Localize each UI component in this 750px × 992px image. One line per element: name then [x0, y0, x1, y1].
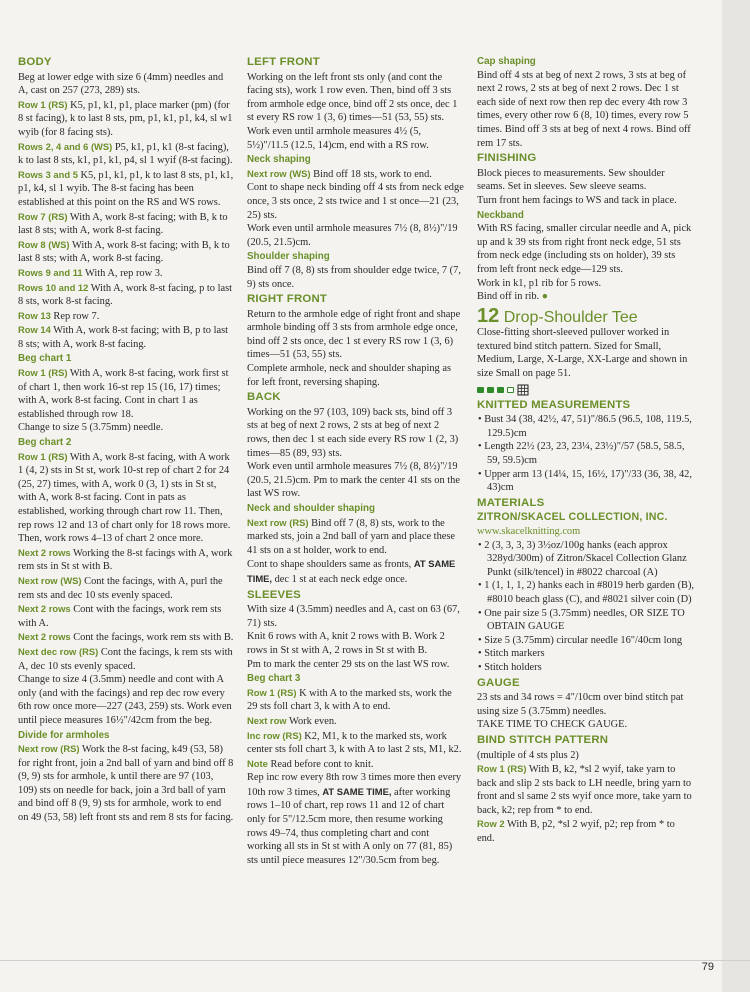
row-10 — [18, 281, 234, 309]
row-text: With A, rep row 3. — [82, 267, 163, 279]
row-label: Row 13 — [18, 309, 51, 321]
body-text: (multiple of 4 sts plus 2) — [477, 749, 579, 761]
skill-bar-icon — [477, 387, 484, 393]
row-9 — [18, 266, 234, 281]
bind-row-1 — [477, 762, 695, 817]
row-1 — [18, 98, 234, 140]
chart-2-row — [18, 450, 234, 546]
row-text: P5, k1, p1, k1 (8-st facing), k to last 8 sts, k1, p1, k1, p4, sl 1 wyif (8-st facing). — [18, 141, 233, 167]
body-text: Complete armhole, neck and shoulder shaping as for left front, reversing shaping. — [247, 363, 452, 388]
body-text: Work even until armhole measures 7½ (8, 8½)"/19 (20.5, 21.5)cm. — [247, 223, 458, 248]
gauge-heading: GAUGE — [477, 676, 520, 689]
body-text: Beg at lower edge with size 6 (4mm) needles and A, cast on 257 (273, 289) sts. — [18, 71, 224, 97]
next-dec-row — [18, 645, 234, 673]
row-3 — [18, 168, 234, 210]
row-text: Rep row 7. — [50, 310, 100, 322]
row-text: With B, p2, *sl 2 wyif, p2; rep from * to end. — [477, 819, 675, 845]
body-text: Pm to mark the center 29 sts on the last WS row. — [247, 658, 450, 670]
row-label: Next 2 rows — [18, 631, 71, 643]
body-text: Return to the armhole edge of right front and shape armhole binding off 3 sts from armhole edge once, bind off 2 sts once, dec 1 st every RS row 1 (3, 6) times—51 (53, 55) sts. — [247, 308, 461, 361]
row-label: Row 2 — [477, 818, 505, 830]
knitted-measurements-heading: KNITTED MEASUREMENTS — [477, 398, 631, 411]
left-front-heading: LEFT FRONT — [247, 56, 320, 68]
body-text: Change to size 4 (3.5mm) needle and cont with A only (and with the facings) and rep dec row every 6th row once more—227 (243, 259) sts. Work even until piece measures 16½"/42cm from the beg. — [18, 674, 232, 726]
bind-stitch-heading: BIND STITCH PATTERN — [477, 733, 609, 746]
row-label: Rows 10 and 12 — [18, 281, 89, 293]
skill-bar-icon — [487, 387, 494, 393]
row-label: Note — [247, 757, 268, 769]
row-label: Row 1 (RS) — [18, 450, 68, 462]
list-item: • Size 5 (3.75mm) circular needle 16"/40cm long — [478, 634, 683, 646]
row-text: K5, p1, k1, p1, place marker (pm) (for 8 st facing), k to last 8 sts, pm, p1, k1, p1, k4, sl w1 wyib (for 8 facing sts). — [18, 99, 233, 138]
row-label: Rows 9 and 11 — [18, 266, 83, 278]
neck-row — [247, 167, 464, 182]
text-part: after working rows 1–10 of chart, rep rows 11 and 12 of chart only for 5"/12.5cm more, then resume working rows 49–74, thus completing chart and cont working all sts in St st with A only on 77 (81, 85) sts until piece measures 12"/30.5cm from beg. — [247, 786, 453, 866]
row-text: K5, p1, k1, p1, k to last 8 sts, p1, k1, p1, k4, sl 1 wyib. The 8-st facing has been established at this point on the RS and WS rows. — [18, 169, 234, 208]
row-label: Next 2 rows — [18, 603, 71, 615]
emphasis: AT SAME TIME, — [247, 558, 456, 584]
cap-shaping-heading: Cap shaping — [477, 56, 536, 67]
row-2 — [18, 140, 234, 168]
rep-inc-text — [247, 771, 464, 867]
beg-chart-3-heading: Beg chart 3 — [247, 673, 301, 685]
page-edge — [722, 0, 750, 992]
text-part: dec 1 st at each neck edge once. — [272, 573, 408, 585]
inc-row — [247, 729, 464, 757]
row-label: Rows 3 and 5 — [18, 168, 78, 180]
row-label: Row 7 (RS) — [18, 210, 68, 222]
row-label: Row 8 (WS) — [18, 238, 70, 250]
list-item: • Bust 34 (38, 42½, 47, 51)"/86.5 (96.5, 108, 119.5, 129.5)cm — [478, 414, 692, 439]
neck-shoulder-heading: Neck and shoulder shaping — [247, 503, 375, 514]
right-front-heading: RIGHT FRONT — [247, 293, 328, 306]
emphasis: AT SAME TIME, — [322, 785, 392, 797]
list-item: • One pair size 5 (3.75mm) needles, OR SIZE TO OBTAIN GAUGE — [478, 607, 685, 633]
row-text: With A, work 8-st facing, p to last 8 sts, work 8-st facing. — [18, 282, 233, 308]
divide-row — [18, 742, 234, 825]
measurements-list — [477, 413, 695, 495]
row-label: Rows 2, 4 and 6 (WS) — [18, 140, 113, 152]
row-label: Row 1 (RS) — [18, 367, 68, 379]
footer-rule — [0, 960, 750, 961]
text-part: Cont to shape shoulders same as fronts, — [247, 559, 414, 571]
pattern-number: 12 — [477, 304, 500, 327]
chart-3-row — [247, 686, 464, 714]
body-text: Working on the 97 (103, 109) back sts, bind off 3 sts at beg of next 2 rows, 2 sts at beg of next 2 rows, then dec 1 st each side every RS row 1 (2, 3) times—85 (89, 93) sts. — [247, 406, 459, 459]
list-item: • 2 (3, 3, 3, 3) 3½oz/100g hanks (each approx 328yd/300m) of Zitron/Skacel Collection Glanz Punkt (silk/tencel) in #8022 charcoal (A) — [478, 539, 687, 578]
divide-armholes-heading: Divide for armholes — [18, 729, 110, 741]
sleeves-heading: SLEEVES — [247, 588, 301, 601]
next-2-rows-b — [18, 602, 234, 630]
row-7 — [18, 210, 234, 238]
row-text: Work the 8-st facing, k49 (53, 58) for right front, join a 2nd ball of yarn and bind off 8 (9, 9) sts for armhole, k until there are 97 (103, 109) sts on needle for back, join a 3rd ball of yarn and bind off 8 (9, 9) sts for armhole, work to end on 49 (53, 58) left front sts and rem 8 sts for facing. — [18, 744, 234, 824]
row-text: Read before cont to knit. — [267, 758, 374, 770]
body-text: Bind off 4 sts at beg of next 2 rows, 3 sts at beg of next 2 rows, 2 sts at beg of next 2 rows. Dec 1 st each side of next row then rep dec every 4th row 3 times, every other row 6 (8, 10) times, every row 5 times. Bind off 3 sts at beg of next 4 rows. Bind off rem 17 sts. — [477, 69, 691, 149]
body-text: Turn front hem facings to WS and tack in place. — [477, 194, 677, 206]
row-label: Row 1 (RS) — [247, 686, 297, 698]
end-dot-icon: ● — [541, 291, 549, 303]
shoulder-shaping-heading: Shoulder shaping — [247, 251, 330, 263]
pattern-title — [477, 304, 695, 327]
body-text: With RS facing, smaller circular needle and A, pick up and k 39 sts from right front neck edge, 51 sts from neck edge (including sts on holder), 39 sts from left front neck edge—129 sts. — [477, 223, 692, 275]
row-label: Inc row (RS) — [247, 729, 302, 741]
row-label: Row 1 (RS) — [18, 98, 68, 110]
row-14 — [18, 323, 234, 351]
body-text: TAKE TIME TO CHECK GAUGE. — [477, 719, 628, 731]
row-label: Next row (RS) — [18, 743, 80, 755]
row-label: Next row (WS) — [247, 167, 311, 179]
row-text: Bind off 18 sts, work to end. — [310, 168, 432, 180]
list-item: • Stitch holders — [478, 661, 542, 673]
row-text: K with A to the marked sts, work the 29 sts foll chart 3, k with A to end. — [247, 687, 452, 713]
skill-bar-empty-icon — [507, 387, 514, 393]
row-label: Next row — [247, 714, 287, 726]
body-text: 23 sts and 34 rows = 4"/10cm over bind stitch pat using size 5 (3.75mm) needles. — [477, 692, 684, 717]
row-text: With A, work 8-st facing, work first st of chart 1, then work 16-st rep 15 (16, 17) times; with A, work 8-st facing. Cont in chart 1 as established through row 18. — [18, 368, 229, 420]
skill-bar-icon — [497, 387, 504, 393]
neckband-heading: Neckband — [477, 209, 524, 221]
intro-text: Close-fitting short-sleeved pullover worked in textured bind stitch pattern. Sized for Small, Medium, Large, X-Large, XX-Large and shown in size Small on page 51. — [477, 327, 688, 380]
body-text: Block pieces to measurements. Sew shoulder seams. Set in sleeves. Sew sleeve seams. — [477, 167, 665, 193]
body-text: Work even until armhole measures 7½ (8, 8½)"/19 (20.5, 21.5)cm. Pm to mark the center 41 sts on the last WS row. — [247, 461, 460, 500]
materials-list — [477, 539, 695, 675]
row-text: With A, work 8-st facing; with B, k to last 8 sts; with A, work 8-st facing. — [18, 239, 230, 265]
materials-heading: MATERIALS — [477, 496, 545, 509]
row-label: Row 1 (RS) — [477, 763, 527, 775]
row-text: Cont the facings, work rem sts with B. — [70, 632, 234, 644]
finishing-heading: FINISHING — [477, 152, 537, 165]
beg-chart-2-heading: Beg chart 2 — [18, 437, 72, 449]
body-text: Knit 6 rows with A, knit 2 rows with B. Work 2 rows in St st with A, 2 rows in St st with B. — [247, 631, 445, 656]
row-label: Row 14 — [18, 324, 51, 336]
neck-shaping-heading: Neck shaping — [247, 154, 311, 166]
body-text: With size 4 (3.5mm) needles and A, cast on 63 (67, 71) sts. — [247, 604, 460, 629]
row-label: Next row (WS) — [18, 574, 82, 586]
body-text: Change to size 5 (3.75mm) needle. — [18, 422, 164, 434]
body-text: Work in k1, p1 rib for 5 rows. — [477, 277, 602, 289]
next-2-rows-a — [18, 546, 234, 574]
row-text: Cont the facings, k rem sts with A, dec 10 sts evenly spaced. — [18, 646, 233, 672]
chart-icon — [517, 384, 529, 396]
body-text: Cont to shape neck binding off 4 sts from neck edge once, 3 sts once, 2 sts twice and 1 st once—21 (23, 25) sts. — [247, 182, 464, 221]
row-text: Cont the facings, with A, purl the rem sts and dec 10 sts evenly spaced. — [18, 575, 223, 601]
bind-off-text — [477, 290, 695, 304]
page-number: 79 — [701, 961, 714, 973]
bind-row-2 — [477, 817, 695, 845]
row-text: With A, work 8-st facing, with A work 1 (4, 2) sts in St st, work 10-st rep of chart 2 for 24 (25, 27) times, with A, work 0 (3, 1) sts in St st, with A, work 8-st facing. Cont in pats as established, working through chart row 11. Then, rep rows 12 and 13 of chart only for 18 rows more. Then, work rows 4–13 of chart 2 once more. — [18, 451, 231, 545]
row-text: Cont with the facings, work rem sts with A. — [18, 604, 222, 629]
list-item: • Stitch markers — [478, 648, 545, 660]
list-item: • Length 22½ (23, 23, 23¼, 23½)"/57 (58.5, 58.5, 59, 59.5)cm — [478, 441, 685, 467]
row-13 — [18, 309, 234, 324]
row-8 — [18, 238, 234, 266]
column-3 — [477, 54, 695, 846]
row-label: Next 2 rows — [18, 546, 71, 558]
body-heading: BODY — [18, 56, 52, 68]
back-heading: BACK — [247, 391, 281, 404]
same-time-text — [247, 557, 464, 586]
row-text: Bind off 7 (8, 8) sts, work to the marked sts, join a 2nd ball of yarn and place these 41 sts on a st holder, work to end. — [247, 517, 456, 556]
row-label: Next row (RS) — [247, 516, 309, 528]
next-2-rows-c — [18, 630, 234, 645]
skill-level-icon — [477, 384, 695, 396]
row-text: K2, M1, k to the marked sts, work center sts foll chart 3, k with A to last 2 sts, M1, k2. — [247, 730, 462, 756]
column-1 — [18, 54, 234, 825]
row-text: With A, work 8-st facing; with B, p to last 8 sts; with A, work 8-st facing. — [18, 325, 229, 350]
row-text: With A, work 8-st facing; with B, k to last 8 sts; with A, work 8-st facing. — [18, 211, 228, 237]
neck-shoulder-row — [247, 516, 464, 558]
row-text: Work even. — [286, 715, 337, 727]
row-text: Working the 8-st facings with A, work rem sts in St st with B. — [18, 547, 233, 573]
text-part: Rep inc row every 8th row 3 times more then every 10th row 3 times, — [247, 772, 462, 798]
body-text: Working on the left front sts only (and cont the facing sts), work 1 row even. Then, bind off 3 sts from armhole edge once, bind off 2 sts once, dec 1 st every RS row 1 (3, 6) times—51 (53, 55) sts. Work even until armhole measures 4½ (5, 5½)"/11.5 (12.5, 14)cm, end with a RS row. — [247, 71, 458, 151]
list-item: • Upper arm 13 (14¼, 15, 16½, 17)"/33 (36, 38, 42, 43)cm — [478, 468, 692, 494]
column-2 — [247, 54, 464, 867]
brand-url[interactable]: www.skacelknitting.com — [477, 526, 581, 537]
next-row-ws — [18, 574, 234, 602]
row-text: With B, k2, *sl 2 wyif, take yarn to back and slip 2 sts back to LH needle, bring yarn to front and sl same 2 sts wyif once more, take yarn to back, k2; rep from * to end. — [477, 764, 692, 816]
note — [247, 757, 464, 772]
body-text: Bind off 7 (8, 8) sts from shoulder edge twice, 7 (7, 9) sts once. — [247, 264, 461, 290]
list-item: • 1 (1, 1, 1, 2) hanks each in #8019 herb garden (B), #8010 beach glass (C), and #8021 silver coin (D) — [478, 580, 695, 605]
row-label: Next dec row (RS) — [18, 645, 99, 657]
chart-1-row — [18, 366, 234, 421]
beg-chart-1-heading: Beg chart 1 — [18, 353, 72, 365]
pattern-name: Drop-Shoulder Tee — [499, 308, 638, 326]
text-part: Bind off in rib. — [477, 291, 540, 303]
brand-name: ZITRON/SKACEL COLLECTION, INC. — [477, 511, 668, 524]
next-row — [247, 714, 464, 729]
